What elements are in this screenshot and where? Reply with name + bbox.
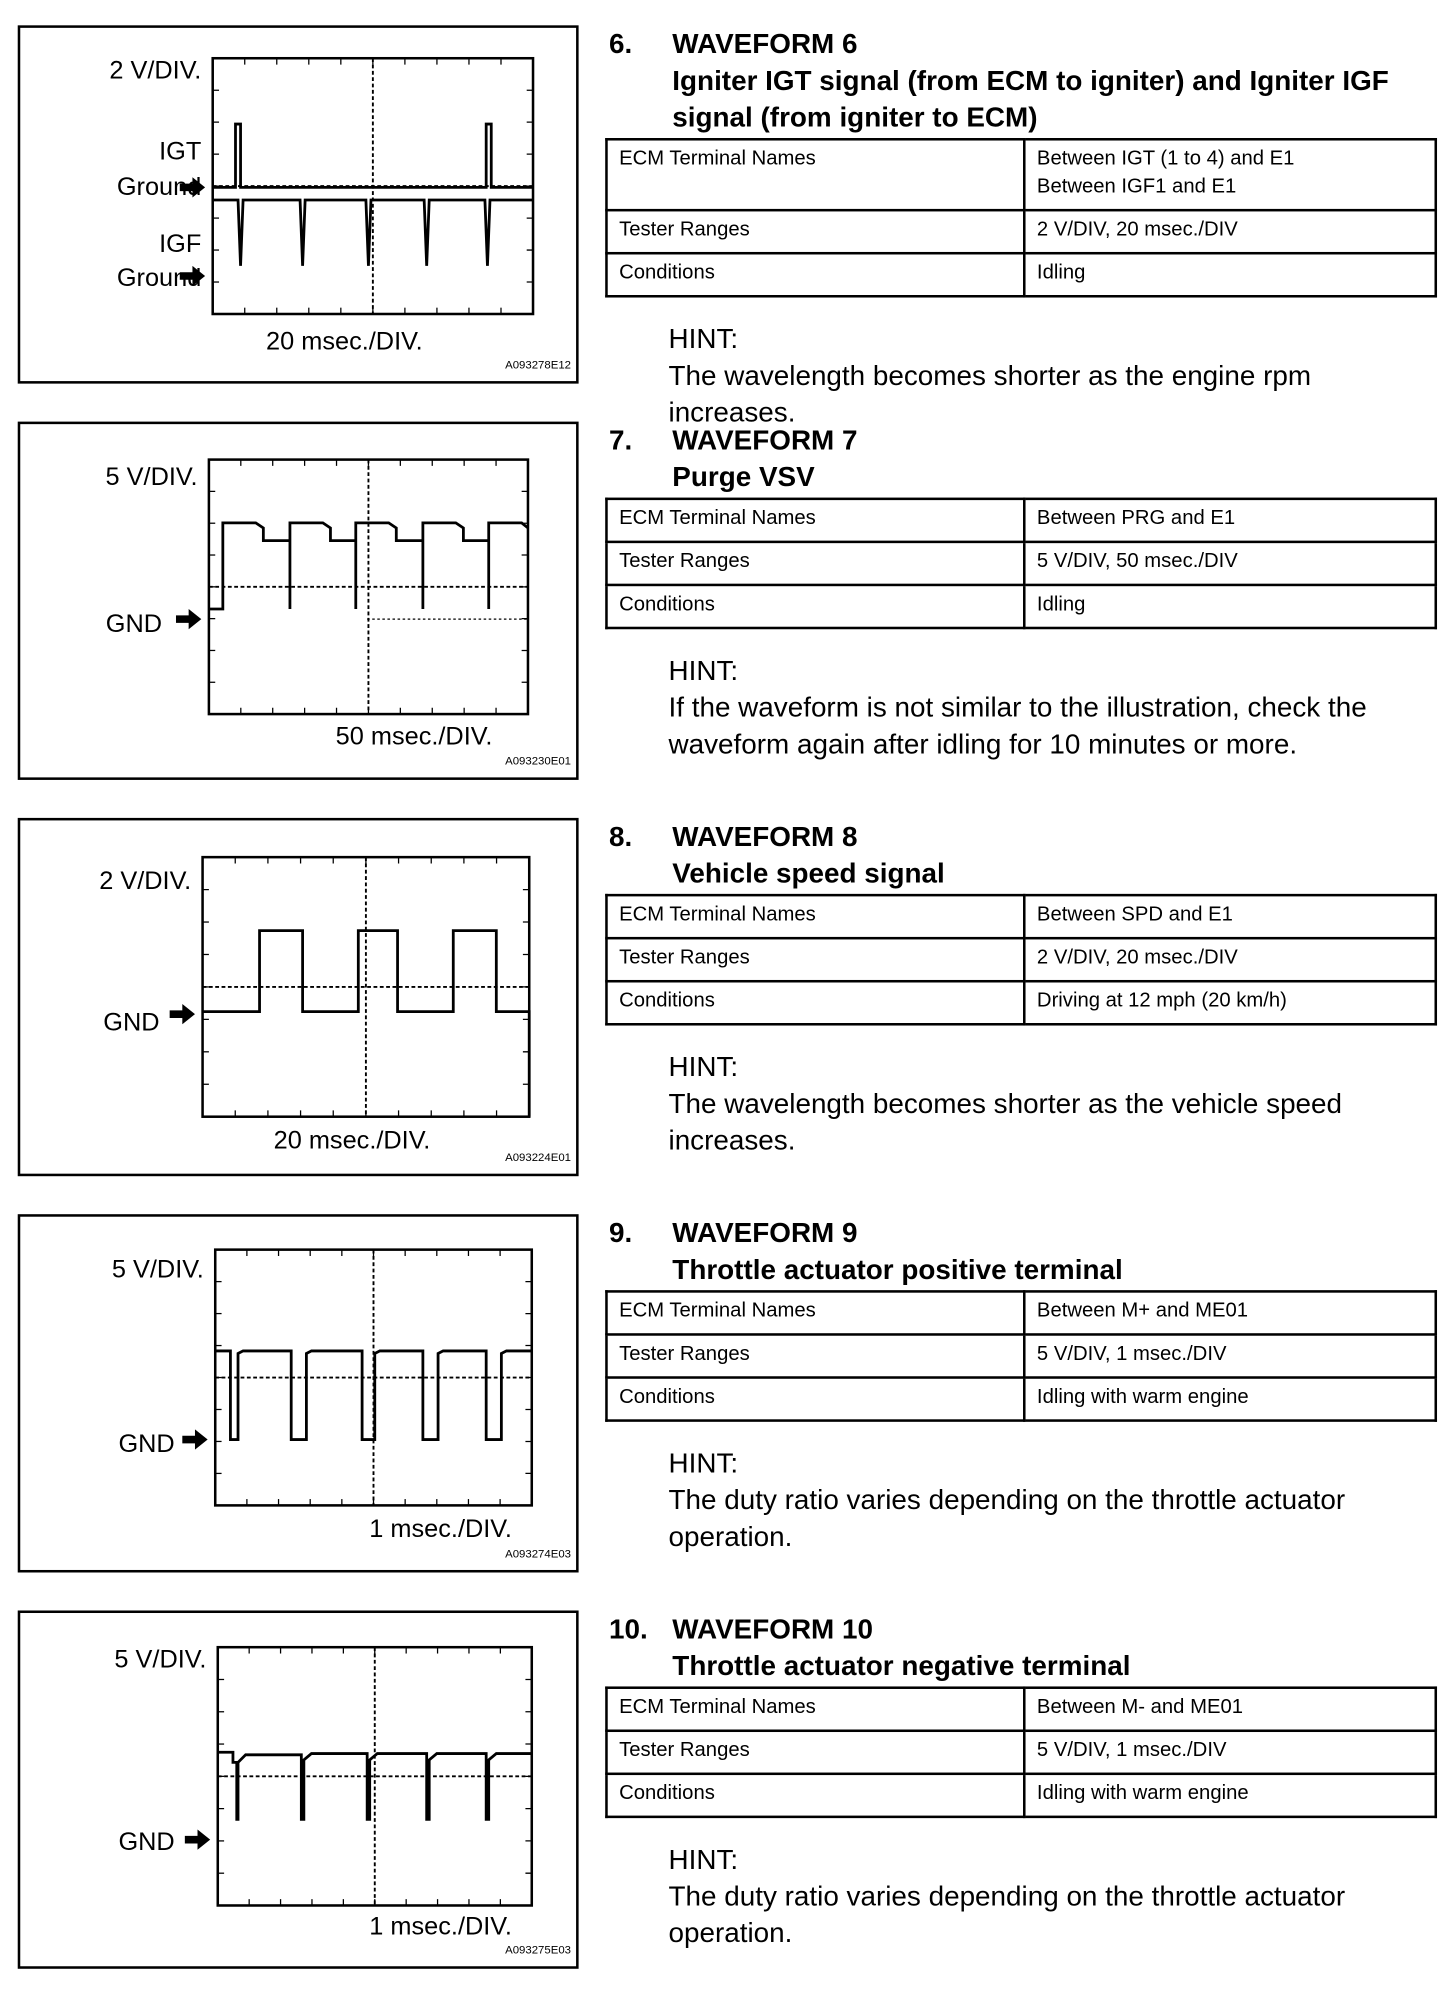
- ground-label: GND: [118, 1828, 175, 1857]
- table-value: Idling with warm engine: [1024, 1774, 1435, 1817]
- figure-id: A093224E01: [505, 1150, 572, 1164]
- waveform-section: [0, 25, 1456, 428]
- table-row: [606, 253, 1435, 296]
- section-number: 10.: [608, 1613, 648, 1645]
- section-content: [605, 25, 1437, 430]
- table-label: Conditions: [606, 585, 1024, 628]
- ground-label: GND: [103, 1009, 160, 1037]
- ground-label: GND: [118, 1430, 175, 1459]
- table-label: ECM Terminal Names: [606, 895, 1024, 938]
- hint-text: The duty ratio varies depending on the throttle actuator operation.: [668, 1880, 1346, 1949]
- spec-table: [605, 498, 1437, 630]
- figure-id: A093275E03: [505, 1943, 572, 1957]
- table-value: Driving at 12 mph (20 km/h): [1024, 981, 1435, 1024]
- table-value: 2 V/DIV, 20 msec./DIV: [1024, 210, 1435, 253]
- waveform-section: [0, 1214, 1456, 1610]
- table-value: 2 V/DIV, 20 msec./DIV: [1024, 938, 1435, 981]
- table-row: [606, 542, 1435, 585]
- table-row: [606, 210, 1435, 253]
- table-label: Tester Ranges: [606, 210, 1024, 253]
- section-heading: [605, 1610, 1437, 1683]
- volts-per-div-label: 5 V/DIV.: [111, 1255, 204, 1284]
- hint-label: HINT:: [668, 654, 739, 687]
- spec-table: [605, 894, 1437, 1026]
- hint-label: HINT:: [668, 1447, 739, 1479]
- section-content: [605, 1610, 1437, 1951]
- hint: [669, 1841, 1438, 1951]
- table-row: [606, 981, 1435, 1024]
- table-row: [606, 139, 1435, 210]
- table-label: Tester Ranges: [606, 542, 1024, 585]
- table-label: ECM Terminal Names: [606, 1291, 1024, 1334]
- table-label: Conditions: [606, 1378, 1024, 1421]
- table-row: [606, 895, 1435, 938]
- hint-text: The wavelength becomes shorter as the engine rpm increases.: [668, 359, 1312, 428]
- time-per-div-label: 50 msec./DIV.: [335, 722, 493, 751]
- ground-arrow-icon: [170, 1004, 195, 1024]
- hint-label: HINT:: [668, 1843, 739, 1876]
- time-per-div-label: 1 msec./DIV.: [369, 1515, 512, 1544]
- heading-text: [672, 422, 1437, 495]
- table-row: [606, 585, 1435, 628]
- signal-label: IGF: [159, 230, 202, 259]
- waveform-figure: [18, 1214, 579, 1572]
- section-subtitle: Throttle actuator positive terminal: [672, 1253, 1123, 1286]
- table-label: ECM Terminal Names: [606, 139, 1024, 210]
- table-value: Idling with warm engine: [1024, 1378, 1435, 1421]
- hint: [669, 1048, 1438, 1158]
- section-heading: [605, 422, 1437, 495]
- ground-label: Ground: [116, 173, 202, 202]
- section-subtitle: Igniter IGT signal (from ECM to igniter) and Igniter IGF signal (from igniter to ECM): [672, 64, 1389, 133]
- figure-id: A093278E12: [505, 358, 572, 371]
- table-value: 5 V/DIV, 1 msec./DIV: [1024, 1731, 1435, 1774]
- spec-table: [605, 1290, 1437, 1422]
- waveform-section: [0, 422, 1456, 818]
- waveform-figure: [18, 818, 579, 1176]
- time-per-div-label: 20 msec./DIV.: [266, 327, 423, 356]
- table-value: Between SPD and E1: [1024, 895, 1435, 938]
- hint-label: HINT:: [668, 322, 739, 355]
- section-content: [605, 422, 1437, 763]
- volts-per-div-label: 2 V/DIV.: [109, 56, 202, 85]
- section-content: [605, 1214, 1437, 1555]
- waveform-figure: [18, 422, 579, 780]
- volts-per-div-label: 5 V/DIV.: [114, 1645, 207, 1674]
- waveform-section: [0, 1610, 1456, 2006]
- heading-text: [672, 1610, 1437, 1683]
- spec-table: [605, 138, 1437, 298]
- section-title: WAVEFORM 8: [672, 820, 858, 853]
- table-row: [606, 1731, 1435, 1774]
- ground-arrow-icon: [182, 1429, 207, 1449]
- section-number: 7.: [608, 424, 633, 456]
- hint: [669, 1445, 1438, 1555]
- table-row: [606, 1378, 1435, 1421]
- section-heading: [605, 25, 1437, 135]
- figure-id: A093274E03: [505, 1547, 572, 1560]
- hint-text: The wavelength becomes shorter as the vehicle speed increases.: [668, 1087, 1343, 1156]
- section-content: [605, 818, 1437, 1159]
- table-value: Between PRG and E1: [1024, 499, 1435, 542]
- table-value: Idling: [1024, 253, 1435, 296]
- ground-arrow-icon: [176, 609, 201, 629]
- time-per-div-label: 1 msec./DIV.: [369, 1913, 512, 1941]
- section-subtitle: Vehicle speed signal: [672, 857, 945, 889]
- waveform-section: [0, 818, 1456, 1214]
- section-heading: [605, 1214, 1437, 1287]
- hint-text: The duty ratio varies depending on the throttle actuator operation.: [668, 1483, 1346, 1553]
- section-title: WAVEFORM 9: [672, 1216, 858, 1249]
- volts-per-div-label: 5 V/DIV.: [105, 463, 198, 492]
- hint-text: If the waveform is not similar to the illustration, check the waveform again after idling for 10 minutes or more.: [668, 691, 1367, 760]
- table-row: [606, 1688, 1435, 1731]
- hint: [669, 320, 1438, 430]
- table-label: ECM Terminal Names: [606, 1688, 1024, 1731]
- table-row: [606, 1334, 1435, 1377]
- table-row: [606, 1291, 1435, 1334]
- table-label: Conditions: [606, 981, 1024, 1024]
- section-subtitle: Throttle actuator negative terminal: [672, 1649, 1131, 1682]
- section-number: 8.: [608, 820, 633, 853]
- table-value: 5 V/DIV, 1 msec./DIV: [1024, 1334, 1435, 1377]
- table-label: ECM Terminal Names: [606, 499, 1024, 542]
- section-title: WAVEFORM 6: [672, 27, 858, 60]
- ground-label: GND: [105, 610, 163, 639]
- spec-table: [605, 1686, 1437, 1818]
- hint-label: HINT:: [668, 1050, 739, 1083]
- table-row: [606, 499, 1435, 542]
- table-row: [606, 938, 1435, 981]
- table-value: Between M- and ME01: [1024, 1688, 1435, 1731]
- section-number: 9.: [608, 1216, 633, 1249]
- volts-per-div-label: 2 V/DIV.: [99, 867, 192, 896]
- heading-text: [672, 1214, 1437, 1287]
- section-title: WAVEFORM 10: [672, 1613, 873, 1645]
- table-value: Between M+ and ME01: [1024, 1291, 1435, 1334]
- hint: [669, 652, 1438, 762]
- ground-arrow-icon: [185, 1830, 210, 1850]
- signal-label: IGT: [159, 138, 202, 166]
- oscilloscope-graph: [18, 422, 579, 780]
- heading-text: [672, 818, 1437, 891]
- section-subtitle: Purge VSV: [672, 460, 815, 493]
- table-label: Conditions: [606, 1774, 1024, 1817]
- table-value: 5 V/DIV, 50 msec./DIV: [1024, 542, 1435, 585]
- section-title: WAVEFORM 7: [672, 424, 858, 456]
- figure-id: A093230E01: [505, 754, 572, 768]
- signal-trace: [215, 1351, 532, 1440]
- ground-label: Ground: [116, 264, 202, 293]
- table-row: [606, 1774, 1435, 1817]
- table-value: Idling: [1024, 585, 1435, 628]
- table-label: Tester Ranges: [606, 938, 1024, 981]
- table-value: Between IGT (1 to 4) and E1 Between IGF1 and E1: [1024, 139, 1435, 210]
- table-label: Tester Ranges: [606, 1334, 1024, 1377]
- table-label: Conditions: [606, 253, 1024, 296]
- section-heading: [605, 818, 1437, 891]
- table-label: Tester Ranges: [606, 1731, 1024, 1774]
- heading-text: [672, 25, 1437, 135]
- time-per-div-label: 20 msec./DIV.: [273, 1126, 431, 1155]
- waveform-figure: [18, 1610, 579, 1968]
- section-number: 6.: [608, 27, 633, 60]
- waveform-figure: [18, 25, 579, 383]
